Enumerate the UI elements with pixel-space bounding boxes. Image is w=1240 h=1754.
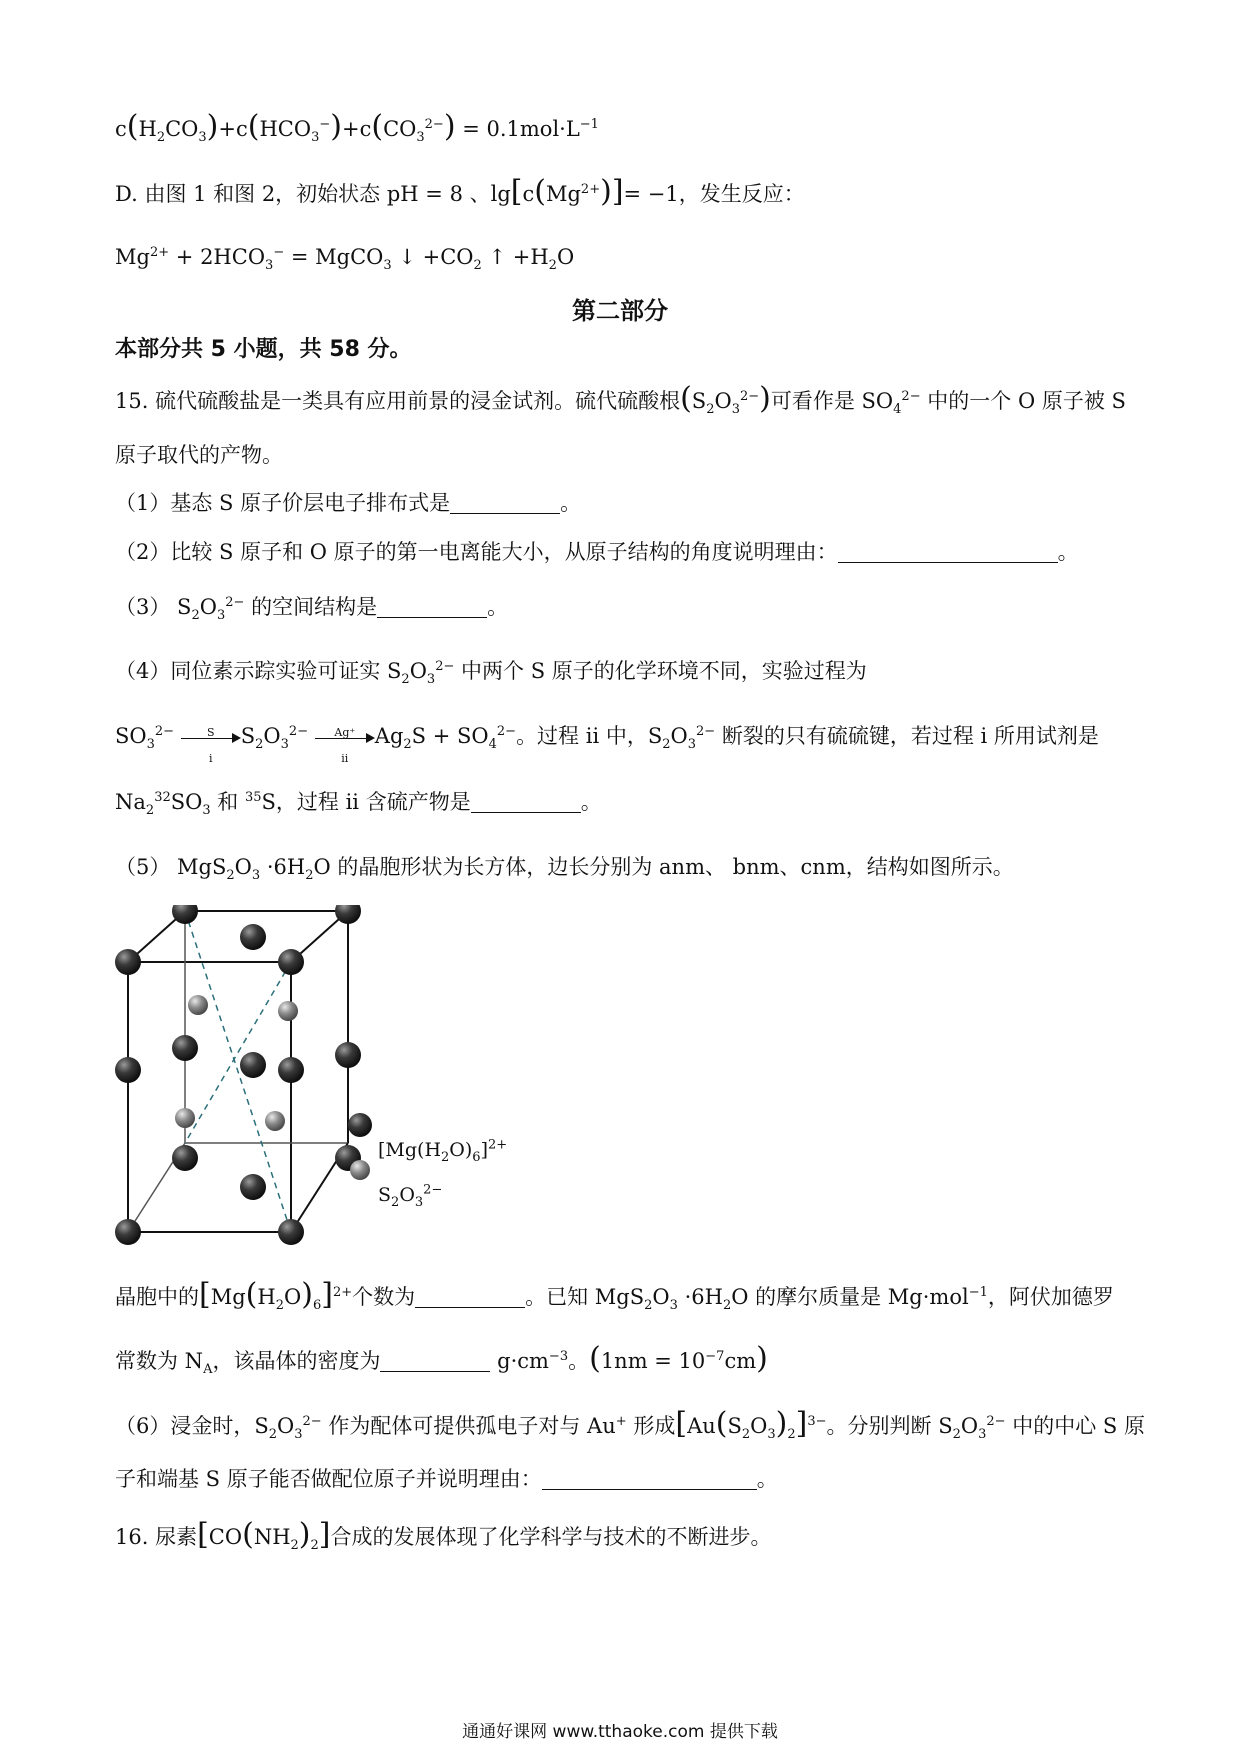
option-d-reaction: $Mg^{2+} + 2HCO_3^-$ = MgCO$_3$ ↓ $+CO_2$ ↑ $+H_2O$ [115,245,575,274]
q15-sub6: （6）浸金时，$S_2O_3^{2-}$ 作为配体可提供孤电子对与 Au+ 形成$[Au(S_2O_3)_2]^{3-}$。分别判断 $S_2O_3^{2-}$ 中的中心 S 原 [115,1406,1145,1443]
q15-sub2: （2）比较 S 原子和 O 原子的第一电离能大小，从原子结构的角度说明理由： 。 [115,540,1079,564]
page-footer: 通通好课网 www.tthaoke.com 提供下载 [462,1722,778,1742]
q15-sub5-count-line: 晶胞中的$[Mg(H_2O)_6]^{2+}$个数为 。已知 $MgS_2O_3 \cdot 6H_2O$ 的摩尔质量是 Mg·mol$^{-1}$，阿伏加德罗 [115,1277,1114,1314]
q15-sub6-line2: 子和端基 S 原子能否做配位原子并说明理由： 。 [115,1467,778,1491]
answer-blank[interactable] [415,1285,525,1308]
equation-carbon-balance: $c(H_2CO_3)+c(HCO_3^-)+c(CO_3^{2-}) = 0.1mol\cdot L^{-1}$ [115,109,599,146]
dashed-diagonals [185,911,291,1232]
legend-dark-sphere [348,1113,372,1137]
answer-blank[interactable] [380,1349,490,1372]
q15-sub5: （5） $MgS_2O_3 \cdot 6H_2O$ 的晶胞形状为长方体，边长分别为 anm、 bnm、cnm，结构如图所示。 [115,855,1014,884]
section-heading: 第二部分 [572,296,668,325]
legend-thiosulfate: $S_2O_3^{2-}$ [378,1182,443,1210]
answer-blank[interactable] [471,790,581,813]
answer-blank[interactable] [542,1467,757,1490]
q16-stem: 16. 尿素$[CO(NH_2)_2]$合成的发展体现了化学科学与技术的不断进步。 [115,1517,772,1554]
thiosulfate-spheres [175,995,298,1131]
option-d-text: D. 由图 1 和图 2，初始状态 pH = 8 、$\lg[c(Mg^{2+})]= -1$，发生反应： [115,174,805,209]
legend-mg-complex: $[Mg(H_2O)_6]^{2+}$ [378,1137,508,1165]
q15-reaction-scheme: $SO_3^{2-}$ $\frac{S}{i}$ $S_2O_3^{2-}$ $\frac{Ag^+}{ii}$ $Ag_2S + SO_4^{2-}$。过程 ii 中，$S_2O_3^{2-}$ 断裂的只有硫硫键，若过程 i 所用试剂是 [115,724,1099,765]
answer-blank[interactable] [450,491,560,514]
q15-sub3: （3） $S_2O_3^{2-}$ 的空间结构是 。 [115,595,509,624]
reaction-arrow-i: $\frac{S}{i}$ [181,730,241,746]
q15-stem-line2: 原子取代的产物。 [115,443,283,467]
section-intro: 本部分共 5 小题，共 58 分。 [115,337,412,362]
unit-cell-diagram [105,905,565,1260]
answer-blank[interactable] [377,595,487,618]
q15-isotope-line: $Na_2^{32}SO_3$ 和 $^{35}$S，过程 ii 含硫产物是 。 [115,790,602,819]
legend-light-sphere [350,1160,370,1180]
q15-stem-line1: 15. 硫代硫酸盐是一类具有应用前景的浸金试剂。硫代硫酸根$(S_2O_3^{2-})$可看作是 $SO_4^{2-}$ 中的一个 O 原子被 S [115,381,1126,418]
q15-sub4: （4）同位素示踪实验可证实 $S_2O_3^{2-}$ 中两个 S 原子的化学环境不同，实验过程为 [115,659,867,688]
answer-blank[interactable] [838,540,1058,563]
reaction-arrow-ii: $\frac{Ag^+}{ii}$ [315,730,375,746]
q15-sub5-density-line: 常数为 $N_A$，该晶体的密度为 $g\cdot cm^{-3}$。$(1nm = 10^{-7}cm)$ [115,1341,768,1378]
q15-sub1: （1）基态 S 原子价层电子排布式是 。 [115,491,582,515]
